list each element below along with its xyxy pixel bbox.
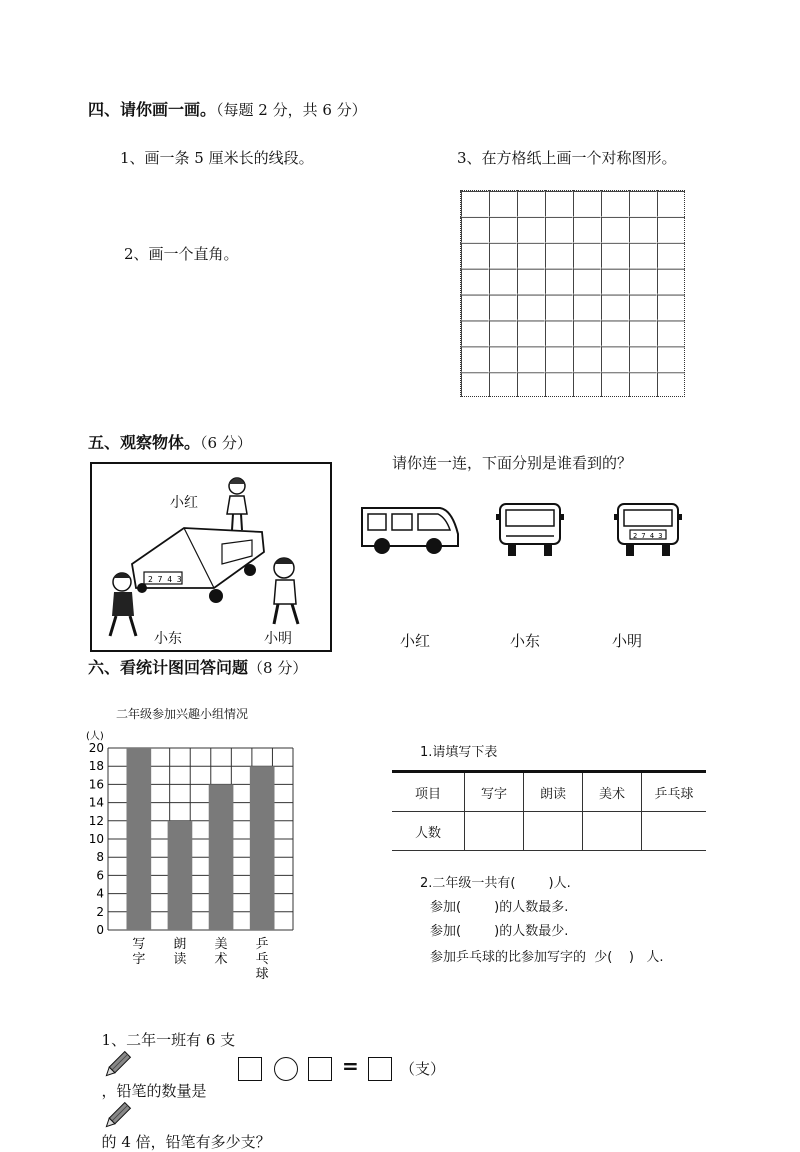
category-label-1: 读 (173, 952, 187, 967)
y-tick-label: 12 (88, 813, 104, 828)
fill-in-table (392, 770, 706, 851)
q2-total[interactable]: 2.二年级一共有( )人. (420, 876, 571, 891)
girl-figure (227, 478, 247, 530)
chart-title: 二年级参加兴趣小组情况 (116, 707, 249, 721)
scene-label-right: 小明 (264, 631, 292, 647)
y-tick-label: 14 (88, 795, 104, 810)
observation-scene (90, 462, 332, 652)
table-header-pingpong: 乒乓球 (642, 772, 707, 812)
y-axis-label: (人) (86, 731, 104, 742)
y-tick-label: 4 (96, 886, 104, 901)
y-tick-label: 2 (96, 904, 104, 919)
y-tick-label: 6 (96, 868, 104, 883)
answer-cell-pingpong[interactable] (642, 812, 707, 851)
section6-title: 六、看统计图回答问题 (88, 658, 249, 677)
boy-right-figure (274, 558, 298, 624)
word-problem-part2: ，铅笔的数量是 (101, 1082, 207, 1100)
section4-q2: 2、画一个直角。 (124, 245, 239, 263)
table-header-reading: 朗读 (524, 772, 583, 812)
back-plate: 2 7 4 3 (633, 532, 663, 540)
operator-circle[interactable] (274, 1057, 298, 1081)
table-header-art: 美术 (583, 772, 642, 812)
word-problem-part1: 1、二年一班有 6 支 (101, 1031, 236, 1049)
category-label-2: 美 (214, 937, 228, 952)
boy-left-figure (110, 573, 136, 636)
answer-cell-writing[interactable] (465, 812, 524, 851)
answer-cell-reading[interactable] (524, 812, 583, 851)
y-tick-label: 16 (88, 777, 104, 792)
category-label-1: 朗 (173, 937, 187, 952)
pencil-icon (102, 1101, 132, 1131)
section4-title: 四、请你画一画。 (88, 100, 217, 119)
name-xiaodong[interactable]: 小东 (510, 632, 541, 650)
bar-chart (78, 725, 318, 995)
section5-prompt: 请你连一连，下面分别是谁看到的？ (392, 454, 633, 472)
section4-heading (88, 97, 367, 120)
bar-0 (127, 748, 152, 930)
y-tick-label: 10 (88, 832, 104, 846)
category-label-3: 乒 (255, 937, 269, 952)
section5-title: 五、观察物体。 (88, 433, 201, 452)
name-xiaoming[interactable]: 小明 (612, 632, 643, 650)
category-label-3: 球 (255, 967, 269, 982)
van-plate: 2 7 4 3 (148, 575, 182, 584)
answer-box-1[interactable] (238, 1057, 262, 1081)
q2-most[interactable]: 参加( )的人数最多. (430, 900, 569, 915)
word-problem-part3: 的 4 倍，铅笔有多少支？ (101, 1133, 271, 1151)
bar-3 (250, 766, 275, 930)
pencil-icon (102, 1050, 132, 1080)
category-label-2: 术 (214, 952, 228, 967)
equals-sign: = (342, 1054, 359, 1078)
table-header-item: 项目 (392, 772, 465, 812)
q2-least[interactable]: 参加( )的人数最少. (430, 924, 569, 939)
section5-heading (88, 430, 252, 453)
bar-2 (209, 784, 234, 930)
unit-label: （支） (400, 1060, 446, 1078)
bar-1 (168, 821, 193, 930)
answer-box-result[interactable] (368, 1057, 392, 1081)
section5-note: （6 分） (200, 434, 252, 452)
square-grid-paper[interactable] (460, 190, 685, 397)
scene-illustration (92, 464, 330, 650)
scene-label-top: 小红 (170, 495, 198, 511)
van-side-view[interactable] (360, 500, 462, 560)
y-tick-label: 20 (88, 741, 104, 755)
answer-box-2[interactable] (308, 1057, 332, 1081)
van-figure (132, 528, 264, 603)
y-tick-label: 8 (96, 850, 104, 865)
table-header-writing: 写字 (465, 772, 524, 812)
section4-q3: 3、在方格纸上画一个对称图形。 (457, 149, 677, 167)
y-tick-label: 18 (88, 759, 104, 774)
section4-q1: 1、画一条 5 厘米长的线段。 (120, 149, 314, 167)
word-problem-line (92, 1011, 271, 1152)
table-row-label: 人数 (392, 812, 465, 851)
category-label-3: 乓 (255, 952, 269, 967)
category-label-0: 写 (132, 937, 146, 952)
van-back-view[interactable] (612, 500, 686, 562)
scene-label-left: 小东 (154, 631, 182, 647)
section6-note: （8 分） (248, 659, 308, 677)
q2-difference[interactable]: 参加乒乓球的比参加写字的 少( ) 人. (430, 950, 664, 965)
answer-cell-art[interactable] (583, 812, 642, 851)
table-instruction: 1.请填写下表 (420, 745, 498, 760)
name-xiaohong[interactable]: 小红 (400, 632, 431, 650)
category-label-0: 字 (132, 952, 146, 967)
y-tick-label: 0 (96, 923, 104, 937)
section6-heading (88, 655, 307, 678)
section4-note: （每题 2 分，共 6 分） (216, 101, 367, 119)
van-front-view[interactable] (494, 500, 568, 562)
